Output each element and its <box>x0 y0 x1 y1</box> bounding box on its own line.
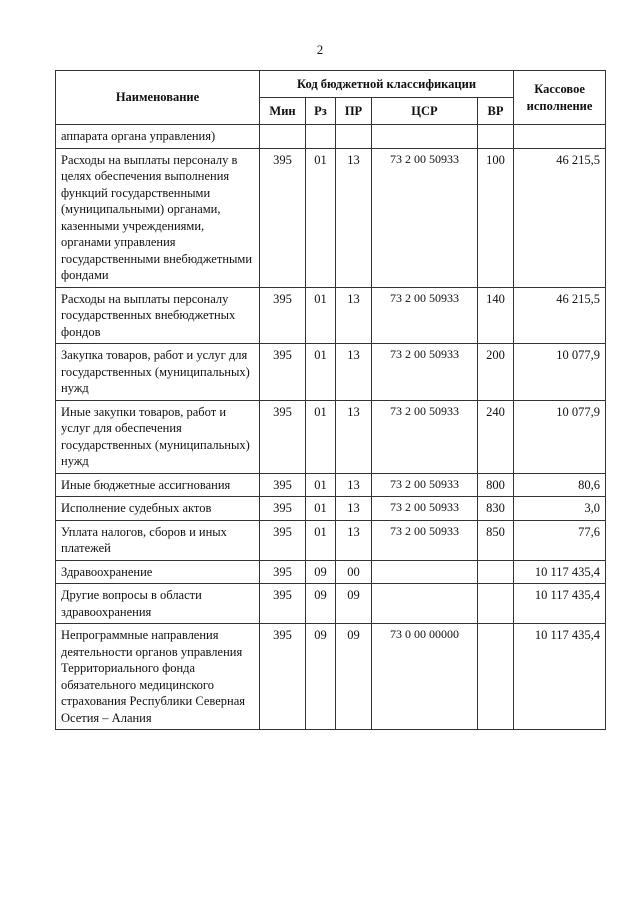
row-name: Иные бюджетные ассигнования <box>56 473 260 497</box>
row-name: Уплата налогов, сборов и иных платежей <box>56 520 260 560</box>
table-row <box>56 125 606 149</box>
row-min: 395 <box>260 473 306 497</box>
row-csr: 73 2 00 50933 <box>372 287 478 344</box>
row-vr <box>478 125 514 149</box>
header-pr: ПР <box>336 98 372 125</box>
row-min: 395 <box>260 560 306 584</box>
row-name: Расходы на выплаты персоналу государственных внебюджетных фондов <box>56 287 260 344</box>
row-csr: 73 2 00 50933 <box>372 400 478 473</box>
budget-table <box>55 70 606 730</box>
row-amount: 10 117 435,4 <box>514 560 606 584</box>
row-min: 395 <box>260 520 306 560</box>
row-name: аппарата органа управления) <box>56 125 260 149</box>
header-csr: ЦСР <box>372 98 478 125</box>
row-amount: 3,0 <box>514 497 606 521</box>
row-pr: 13 <box>336 148 372 287</box>
header-execution: Кассовое исполнение <box>514 71 606 125</box>
row-vr: 830 <box>478 497 514 521</box>
row-pr: 09 <box>336 584 372 624</box>
row-amount: 46 215,5 <box>514 287 606 344</box>
row-pr: 13 <box>336 497 372 521</box>
row-rz: 01 <box>306 473 336 497</box>
row-vr <box>478 624 514 730</box>
row-vr: 240 <box>478 400 514 473</box>
row-pr: 13 <box>336 400 372 473</box>
row-pr: 09 <box>336 624 372 730</box>
row-vr: 800 <box>478 473 514 497</box>
row-vr: 850 <box>478 520 514 560</box>
row-min: 395 <box>260 287 306 344</box>
row-rz: 09 <box>306 584 336 624</box>
row-name: Закупка товаров, работ и услуг для государственных (муниципальных) нужд <box>56 344 260 401</box>
row-amount <box>514 125 606 149</box>
table-row <box>56 624 606 730</box>
row-vr <box>478 560 514 584</box>
table-row <box>56 473 606 497</box>
row-amount: 10 077,9 <box>514 344 606 401</box>
row-amount: 46 215,5 <box>514 148 606 287</box>
row-amount: 10 117 435,4 <box>514 624 606 730</box>
table-row <box>56 560 606 584</box>
row-rz: 01 <box>306 400 336 473</box>
row-pr: 13 <box>336 473 372 497</box>
row-csr: 73 2 00 50933 <box>372 148 478 287</box>
row-name: Иные закупки товаров, работ и услуг для обеспечения государственных (муниципальных) нужд <box>56 400 260 473</box>
row-amount: 80,6 <box>514 473 606 497</box>
row-csr <box>372 584 478 624</box>
row-amount: 10 077,9 <box>514 400 606 473</box>
row-pr: 13 <box>336 287 372 344</box>
header-code-group: Код бюджетной классификации <box>260 71 514 98</box>
row-name: Здравоохранение <box>56 560 260 584</box>
row-name: Другие вопросы в области здравоохранения <box>56 584 260 624</box>
table-row <box>56 400 606 473</box>
row-vr: 100 <box>478 148 514 287</box>
row-vr <box>478 584 514 624</box>
row-csr: 73 2 00 50933 <box>372 344 478 401</box>
row-pr <box>336 125 372 149</box>
table-row <box>56 148 606 287</box>
header-min: Мин <box>260 98 306 125</box>
header-vr: ВР <box>478 98 514 125</box>
row-rz: 01 <box>306 520 336 560</box>
row-pr: 00 <box>336 560 372 584</box>
table-row <box>56 287 606 344</box>
header-rz: Рз <box>306 98 336 125</box>
row-name: Расходы на выплаты персоналу в целях обеспечения выполнения функций государственными (муниципальными) органами, казенными учреждениями, органами управления государственными внебюджетными фондами <box>56 148 260 287</box>
row-rz <box>306 125 336 149</box>
row-rz: 01 <box>306 287 336 344</box>
row-min: 395 <box>260 624 306 730</box>
row-vr: 200 <box>478 344 514 401</box>
row-csr: 73 0 00 00000 <box>372 624 478 730</box>
row-pr: 13 <box>336 520 372 560</box>
row-amount: 10 117 435,4 <box>514 584 606 624</box>
table-row <box>56 584 606 624</box>
row-amount: 77,6 <box>514 520 606 560</box>
row-csr <box>372 560 478 584</box>
row-csr: 73 2 00 50933 <box>372 497 478 521</box>
row-csr: 73 2 00 50933 <box>372 520 478 560</box>
page-number: 2 <box>316 42 324 57</box>
row-min: 395 <box>260 148 306 287</box>
row-vr: 140 <box>478 287 514 344</box>
table-row <box>56 497 606 521</box>
row-rz: 01 <box>306 344 336 401</box>
row-rz: 09 <box>306 560 336 584</box>
table-row <box>56 344 606 401</box>
row-csr <box>372 125 478 149</box>
table-row <box>56 520 606 560</box>
row-min: 395 <box>260 497 306 521</box>
row-min <box>260 125 306 149</box>
row-pr: 13 <box>336 344 372 401</box>
row-rz: 01 <box>306 148 336 287</box>
row-rz: 01 <box>306 497 336 521</box>
row-name: Исполнение судебных актов <box>56 497 260 521</box>
row-csr: 73 2 00 50933 <box>372 473 478 497</box>
row-min: 395 <box>260 400 306 473</box>
row-rz: 09 <box>306 624 336 730</box>
row-min: 395 <box>260 584 306 624</box>
row-min: 395 <box>260 344 306 401</box>
row-name: Непрограммные направления деятельности органов управления Территориального фонда обязательного медицинского страхования Республики Северная Осетия – Алания <box>56 624 260 730</box>
header-name: Наименование <box>56 71 260 125</box>
